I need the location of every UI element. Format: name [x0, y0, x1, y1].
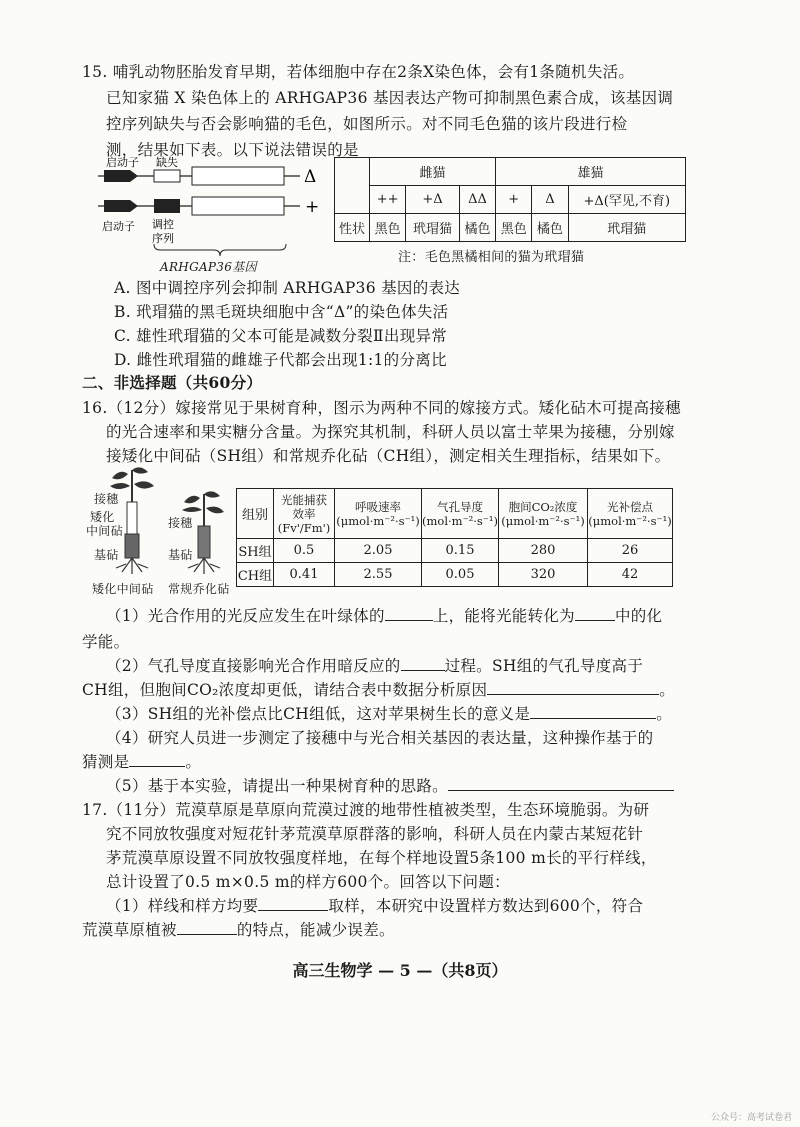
q17-sub1: （1）样线和样方均要 取样，本研究中设置样方数达到600个，符合: [106, 897, 644, 915]
table-cell: 0.15: [422, 539, 499, 563]
genotype-cell: +: [496, 186, 532, 214]
table-cell: 42: [588, 563, 673, 587]
answer-blank[interactable]: [258, 896, 328, 911]
table-cell: 0.5: [274, 539, 335, 563]
table-cell: 320: [499, 563, 588, 587]
q17-line-1: 17.（11分）荒漠草原是草原向荒漠过渡的地带性植被类型，生态环境脆弱。为研: [82, 801, 650, 819]
answer-blank[interactable]: [575, 606, 615, 621]
answer-blank[interactable]: [448, 776, 674, 791]
trait-cell: 橘色: [459, 214, 495, 242]
scion-label-right: 接穗: [168, 516, 193, 530]
genotype-cell: Δ: [532, 186, 568, 214]
promoter-label-2: 启动子: [102, 220, 135, 233]
gene-diagram: [96, 152, 336, 262]
table-cell: 0.05: [422, 563, 499, 587]
table-cell: 2.05: [335, 539, 422, 563]
answer-blank[interactable]: [385, 606, 433, 621]
table-cell: 26: [588, 539, 673, 563]
table-cell: 2.55: [335, 563, 422, 587]
rootstock-label-left: 基砧: [94, 548, 119, 562]
answer-blank[interactable]: [177, 920, 237, 935]
gene-box-1: [192, 167, 284, 185]
answer-blank[interactable]: [487, 680, 659, 695]
table-note: 注：毛色黑橘相间的猫为玳瑁猫: [398, 250, 585, 265]
caption-standard: 常规乔化砧: [168, 582, 230, 596]
genotype-cell: ΔΔ: [459, 186, 495, 214]
q17-line-4: 总计设置了0.5 m×0.5 m的样方600个。回答以下问题：: [106, 873, 510, 891]
q16-sub3: （3）SH组的光补偿点比CH组低，这对苹果树生长的意义是 。: [106, 705, 673, 723]
answer-blank[interactable]: [401, 656, 445, 671]
q15-line-1: 15. 哺乳动物胚胎发育早期，若体细胞中存在2条X染色体，会有1条随机失活。: [82, 63, 635, 81]
gene-brace: [154, 244, 286, 256]
trait-cell: 玳瑁猫: [568, 214, 685, 242]
col-header: 组别: [237, 489, 274, 539]
col-header: 光补偿点 (μmol·m⁻²·s⁻¹): [588, 489, 673, 539]
regulatory-label-2: 序列: [152, 232, 174, 245]
col-header: 呼吸速率 (μmol·m⁻²·s⁻¹): [335, 489, 422, 539]
q15-line-3: 控序列缺失与否会影响猫的毛色，如图所示。对不同毛色猫的该片段进行检: [106, 115, 628, 133]
caption-dwarf: 矮化中间砧: [92, 582, 154, 596]
q16-sub5: （5）基于本实验，请提出一种果树育种的思路。: [106, 774, 674, 796]
genotype-cell: +Δ(罕见,不育): [568, 186, 685, 214]
rootstock-label-right: 基砧: [168, 548, 193, 562]
q15-line-4: 测，结果如下表。以下说法错误的是: [106, 141, 359, 159]
q16-sub1-cont: 学能。: [82, 633, 130, 651]
col-header: 气孔导度 (mol·m⁻²·s⁻¹): [422, 489, 499, 539]
q15-line-2: 已知家猫 X 染色体上的 ARHGAP36 基因表达产物可抑制黑色素合成，该基因调: [106, 89, 674, 107]
dwarf-label-1: 矮化: [90, 510, 115, 524]
deletion-label: 缺失: [156, 156, 178, 169]
table-cell: SH组: [237, 539, 274, 563]
trait-cell: 黑色: [370, 214, 406, 242]
q16-line-3: 接矮化中间砧（SH组）和常规乔化砧（CH组），测定相关生理指标，结果如下。: [106, 447, 671, 465]
answer-blank[interactable]: [129, 752, 185, 767]
col-header: 光能捕获 效率 (Fv'/Fm'): [274, 489, 335, 539]
page-footer: 高三生物学 — 5 —（共8页）: [292, 961, 508, 980]
watermark: 公众号：高考试卷君: [710, 1113, 792, 1123]
gene-name-label: ARHGAP36基因: [160, 260, 257, 274]
dwarf-label-2: 中间砧: [86, 524, 123, 538]
q17-line-2: 究不同放牧强度对短花针茅荒漠草原群落的影响，科研人员在内蒙古某短花针: [106, 825, 644, 843]
scion-label-left: 接穗: [94, 492, 119, 506]
q16-sub2: （2）气孔导度直接影响光合作用暗反应的 过程。SH组的气孔导度高于: [106, 657, 644, 675]
male-header: 雄猫: [496, 158, 686, 186]
physiology-table: [236, 488, 673, 587]
regulatory-box: [154, 199, 180, 213]
delta-symbol: Δ: [304, 167, 317, 187]
q16-sub1: （1）光合作用的光反应发生在叶绿体的 上，能将光能转化为 中的化: [106, 607, 663, 625]
q16-line-1: 16.（12分）嫁接常见于果树育种，图示为两种不同的嫁接方式。矮化砧木可提高接穗: [82, 399, 681, 417]
genotype-cell: ++: [370, 186, 406, 214]
q16-sub4-cont: 猜测是 。: [82, 753, 202, 771]
q17-line-3: 茅荒漠草原设置不同放牧强度样地，在每个样地设置5条100 m长的平行样线，: [106, 849, 657, 867]
q16-line-2: 的光合速率和果实糖分含量。为探究其机制，科研人员以富士苹果为接穗，分别嫁: [106, 423, 675, 441]
option-b: B. 玳瑁猫的黑毛斑块细胞中含“Δ”的染色体失活: [114, 303, 449, 321]
promoter-arrow-2: [104, 200, 138, 212]
promoter-arrow-1: [104, 170, 138, 182]
trait-cell: 橘色: [532, 214, 568, 242]
table-cell: 280: [499, 539, 588, 563]
deletion-box: [154, 170, 180, 182]
q17-sub1-cont: 荒漠草原植被 的特点，能减少误差。: [82, 921, 395, 939]
table-cell: CH组: [237, 563, 274, 587]
plus-symbol: +: [305, 197, 320, 217]
option-a: A. 图中调控序列会抑制 ARHGAP36 基因的表达: [114, 279, 461, 297]
q16-sub4: （4）研究人员进一步测定了接穗中与光合相关基因的表达量，这种操作基于的: [106, 729, 654, 747]
trait-cell: 玳瑁猫: [406, 214, 460, 242]
section-heading: 二、非选择题（共60分）: [82, 373, 263, 392]
trait-cell: 黑色: [496, 214, 532, 242]
option-c: C. 雄性玳瑁猫的父本可能是减数分裂Ⅱ出现异常: [114, 327, 448, 345]
genotype-cell: +Δ: [406, 186, 460, 214]
option-d: D. 雌性玳瑁猫的雌雄子代都会出现1:1的分离比: [114, 351, 447, 369]
table-cell: 0.41: [274, 563, 335, 587]
cat-color-table: [334, 157, 686, 242]
female-header: 雌猫: [370, 158, 496, 186]
promoter-label-1: 启动子: [106, 156, 139, 169]
gene-box-2: [192, 197, 284, 215]
regulatory-label-1: 调控: [152, 218, 174, 231]
col-header: 胞间CO₂浓度 (μmol·m⁻²·s⁻¹): [499, 489, 588, 539]
answer-blank[interactable]: [530, 704, 656, 719]
q16-sub2-cont: CH组，但胞间CO₂浓度却更低，请结合表中数据分析原因 。: [82, 681, 676, 699]
trait-label: 性状: [335, 214, 370, 242]
